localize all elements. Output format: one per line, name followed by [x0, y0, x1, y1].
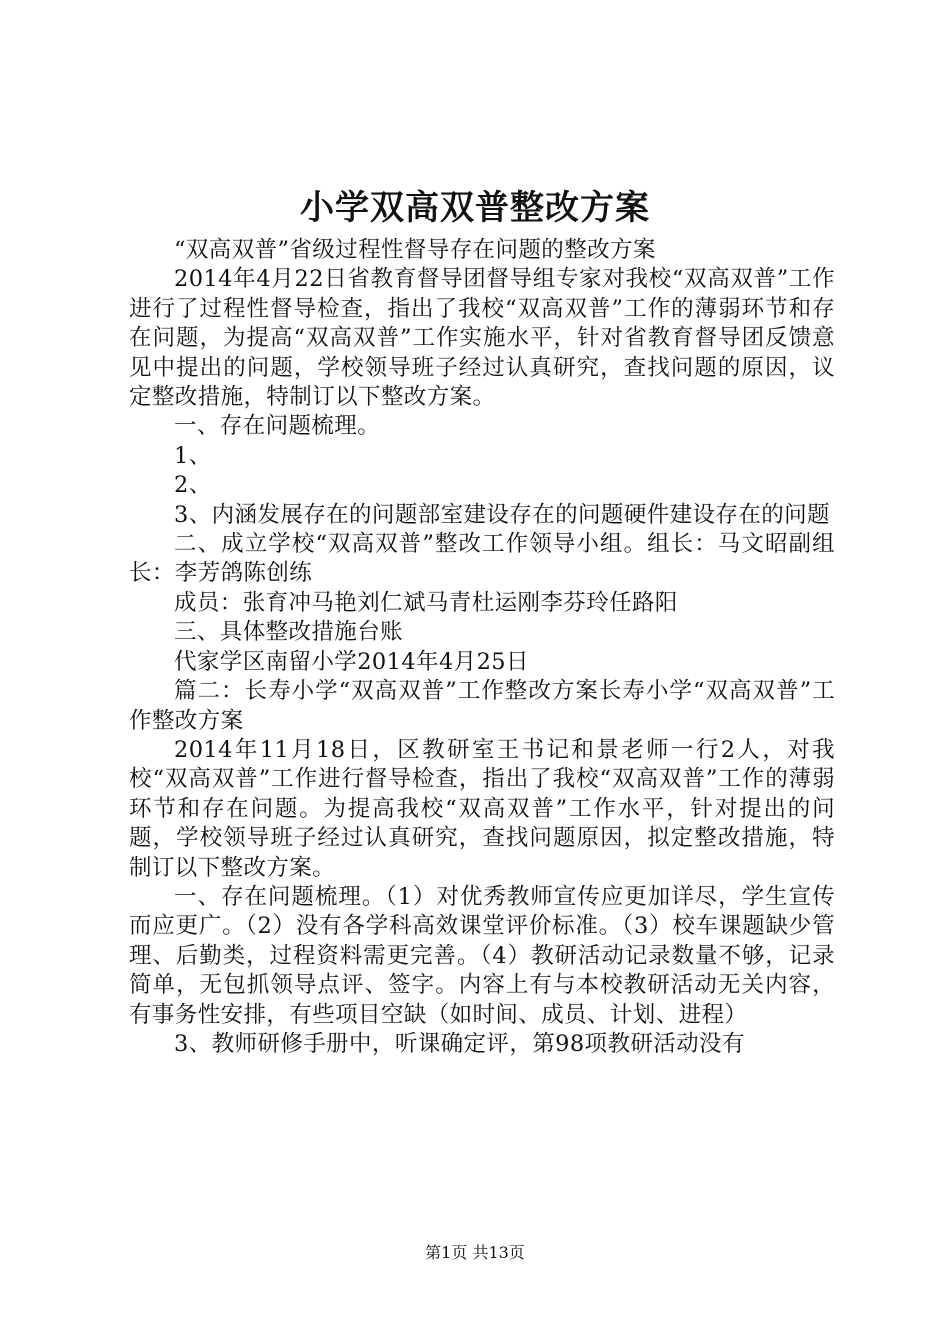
paragraph: 二、成立学校“双高双普”整改工作领导小组。组长：马文昭副组长：李芳鸽陈创练 [129, 531, 835, 587]
paragraph: 三、具体整改措施台账 [174, 619, 404, 646]
paragraph: 3、教师研修手册中，听课确定评，第98项教研活动没有 [174, 1030, 745, 1057]
paragraph: 2014年4月22日省教育督导团督导组专家对我校“双高双普”工作进行了过程性督导检查，指出了我校“双高双普”工作的薄弱环节和存在问题，为提高“双高双普”工作实施水平，针对省教育督导团反馈意见中提出的问题，学校领导班子经过认真研究，查找问题的原因，议定整改措施，特制订以下整改方案。 [129, 266, 835, 411]
paragraph: 2、 [174, 472, 212, 499]
paragraph: 代家学区南留小学2014年4月25日 [174, 648, 529, 675]
paragraph: “双高双普”省级过程性督导存在问题的整改方案 [174, 237, 656, 263]
page-number-footer: 第1页 共13页 [425, 1243, 525, 1262]
document-body [129, 236, 835, 1059]
paragraph: 篇二：长寿小学“双高双普”工作整改方案长寿小学“双高双普”工作整改方案 [129, 678, 835, 734]
paragraph: 一、存在问题梳理。（1）对优秀教师宣传应更加详尽，学生宣传而应更广。（2）没有各学科高效课堂评价标准。（3）校车课题缺少管理、后勤类，过程资料需更完善。（4）教研活动记录数量不够，记录简单，无包抓领导点评、签字。内容上有与本校教研活动无关内容，有事务性安排，有些项目空缺（如时间、成员、计划、进程） [129, 883, 835, 1028]
paragraph: 一、存在问题梳理。 [174, 413, 381, 440]
paragraph: 2014年11月18日，区教研室王书记和景老师一行2人，对我校“双高双普”工作进行督导检查，指出了我校“双高双普”工作的薄弱环节和存在问题。为提高我校“双高双普”工作水平，针对提出的问题，学校领导班子经过认真研究，查找问题原因，拟定整改措施，特制订以下整改方案。 [129, 736, 835, 881]
paragraph: 成员：张育冲马艳刘仁斌马青杜运刚李芬玲任路阳 [174, 589, 678, 616]
paragraph: 1、 [174, 442, 212, 469]
document-title: 小学双高双普整改方案 [300, 188, 650, 228]
paragraph: 3、内涵发展存在的问题部室建设存在的问题硬件建设存在的问题 [174, 501, 830, 528]
